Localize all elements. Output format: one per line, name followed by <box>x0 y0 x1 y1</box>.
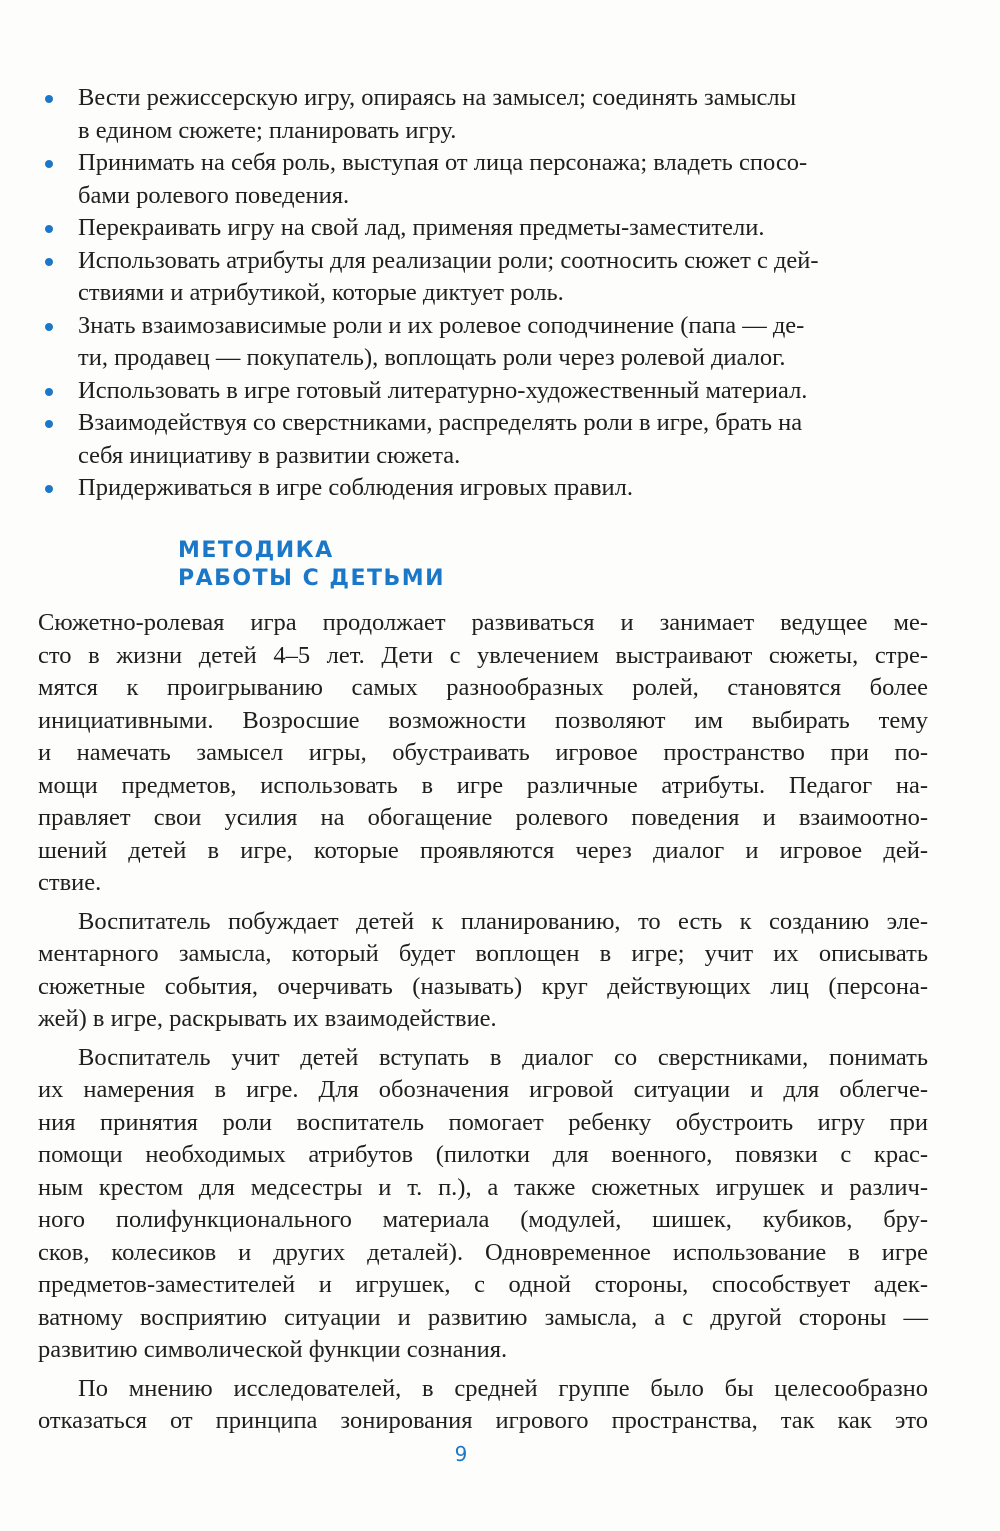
list-item: Взаимодействуя со сверстниками, распределять роли в игре, брать на себя инициативу в развитии сюжета. <box>38 407 888 472</box>
list-item: Знать взаимозависимые роли и их ролевое соподчинение (папа — де- ти, продавец — покупатель), воплощать роли через ролевой диалог. <box>38 310 888 375</box>
section-heading: МЕТОДИКА РАБОТЫ С ДЕТЬМИ <box>178 538 446 591</box>
bullet-icon <box>45 258 53 266</box>
list-item: Использовать атрибуты для реализации роли; соотносить сюжет с дей- ствиями и атрибутикой, которые диктует роль. <box>38 245 888 310</box>
paragraph: Воспитатель учит детей вступать в диалог со сверстниками, понимать их намерения в игре. Для обозначения игровой ситуации и для облегче- ния принятия роли воспитатель помогает ребенку обустроить игру при помощи необходимых атрибутов (пилотки для военного, повязки с крас- ным крестом для медсестры и т. п.), а также сюжетных игрушек и различ- ного полифункционального материала (модулей, шишек, кубиков, бру- сков, колесиков и других деталей). Одновременное использование в игре предметов-заместителей и игрушек, с одной стороны, способствует адек- ватному восприятию ситуации и развитию замысла, а с другой стороны — развитию символической функции сознания. <box>38 1043 928 1363</box>
page-number: 9 <box>454 1442 468 1466</box>
list-item: Вести режиссерскую игру, опираясь на замысел; соединять замыслы в едином сюжете; планировать игру. <box>38 82 888 147</box>
bullet-icon <box>45 323 53 331</box>
bullet-icon <box>45 225 53 233</box>
bullet-list <box>38 82 888 505</box>
list-item: Принимать на себя роль, выступая от лица персонажа; владеть спосо- бами ролевого поведения. <box>38 147 888 212</box>
list-item: Придерживаться в игре соблюдения игровых правил. <box>38 472 888 505</box>
bullet-icon <box>45 485 53 493</box>
paragraph: По мнению исследователей, в средней группе было бы целесообразно отказаться от принципа зонирования игрового пространства, так как это <box>38 1374 928 1434</box>
bullet-icon <box>45 420 53 428</box>
paragraph: Воспитатель побуждает детей к планированию, то есть к созданию эле- ментарного замысла, который будет воплощен в игре; учит их описывать сюжетные события, очерчивать (называть) круг действующих лиц (персона- жей) в игре, раскрывать их взаимодействие. <box>38 907 928 1032</box>
bullet-icon <box>45 160 53 168</box>
body-text <box>38 607 928 1444</box>
list-item: Перекраивать игру на свой лад, применяя предметы-заместители. <box>38 212 888 245</box>
bullet-icon <box>45 95 53 103</box>
bullet-icon <box>45 388 53 396</box>
paragraph: Сюжетно-ролевая игра продолжает развиваться и занимает ведущее ме- сто в жизни детей 4–5 лет. Дети с увлечением выстраивают сюжеты, стре- мятся к проигрыванию самых разнообразных ролей, становятся более инициативными. Возросшие возможности позволяют им выбирать тему и намечать замысел игры, обустраивать игровое пространство при по- мощи предметов, использовать в игре различные атрибуты. Педагог на- правляет свои усилия на обогащение ролевого поведения и взаимоотно- шений детей в игре, которые проявляются через диалог и игровое дей- ствие. <box>38 609 928 896</box>
list-item: Использовать в игре готовый литературно-художественный материал. <box>38 375 888 408</box>
